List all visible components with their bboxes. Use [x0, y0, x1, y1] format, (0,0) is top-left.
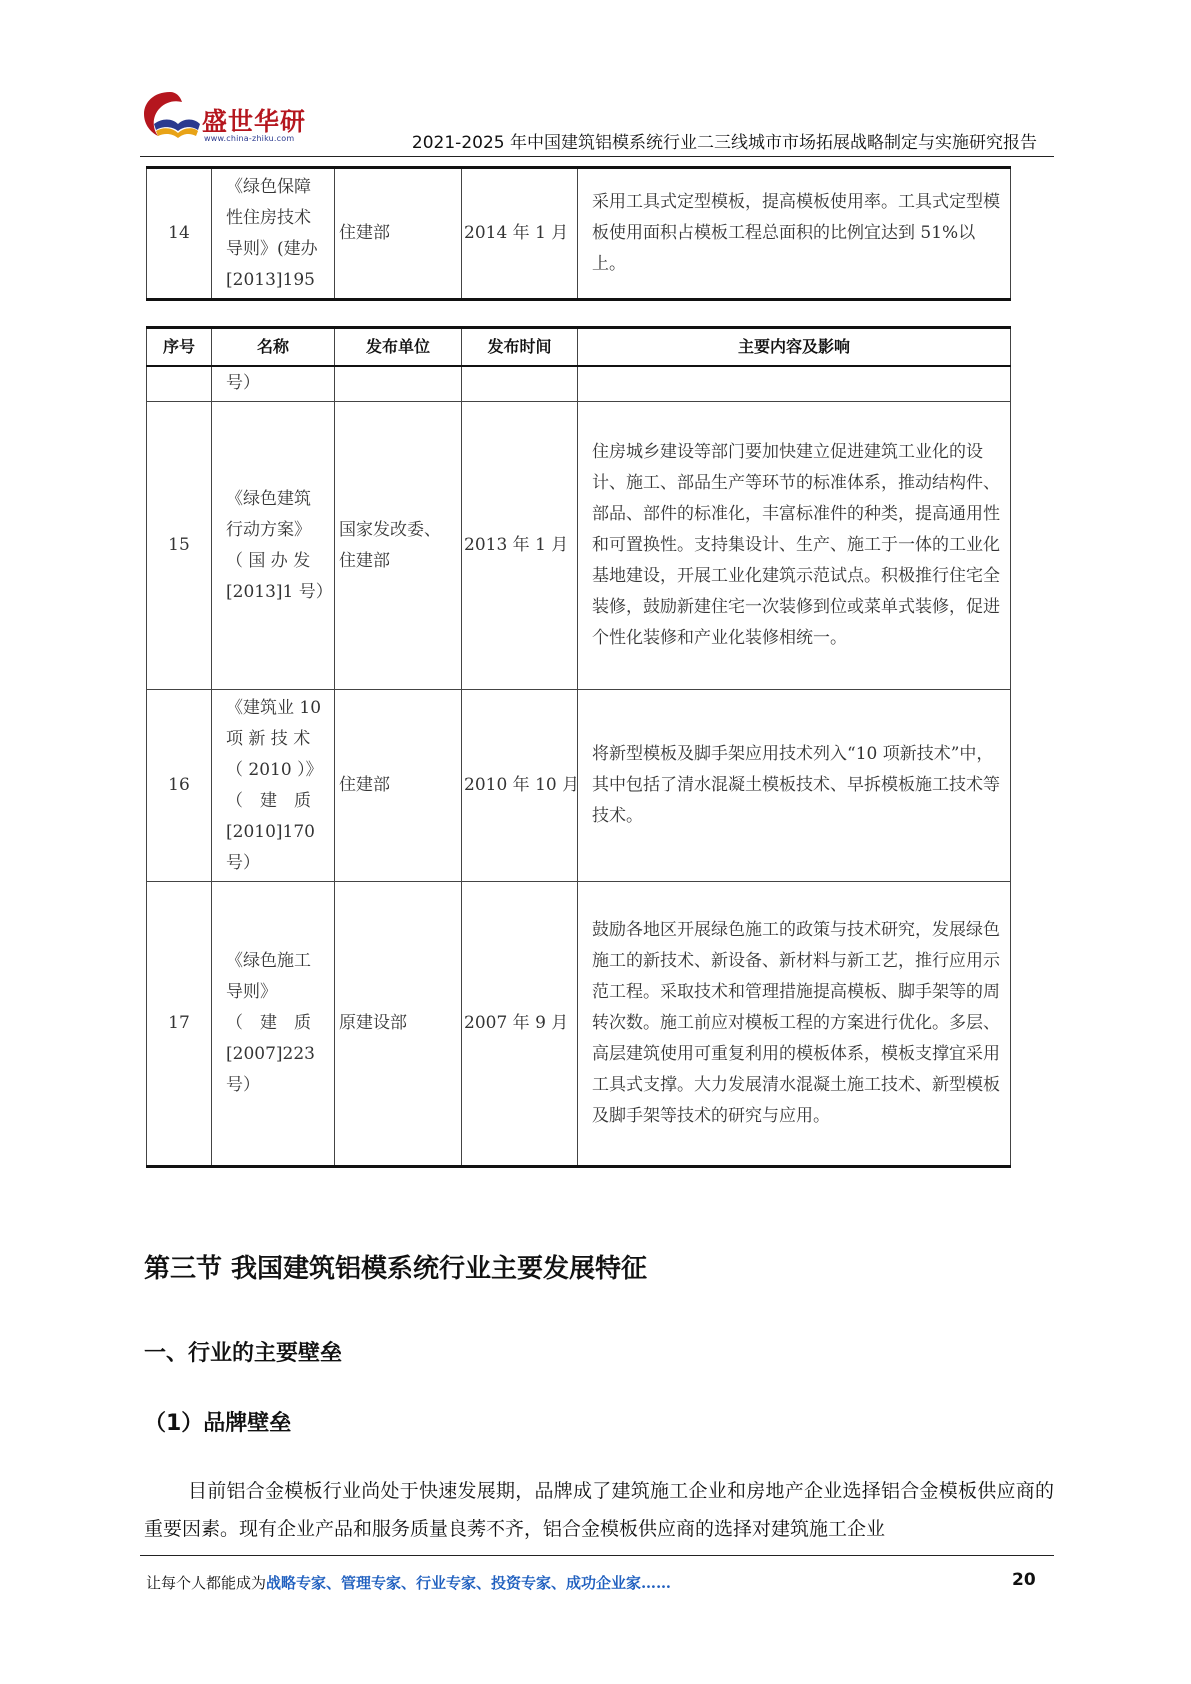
company-logo	[140, 84, 310, 144]
policy-name: 《建筑业 10 项 新 技 术 （ 2010 ）》 （ 建 质 [2010]170 号）	[212, 690, 335, 882]
policy-content: 采用工具式定型模板，提高模板使用率。工具式定型模板使用面积占模板工程总面积的比例宜达到 51%以上。	[578, 168, 1011, 300]
slogan-highlight: 战略专家、管理专家、行业专家、投资专家、成功企业家……	[266, 1574, 672, 1592]
table-row	[147, 690, 1011, 882]
policy-name: 《绿色建筑 行动方案》 （ 国 办 发 [2013]1 号）	[212, 402, 335, 690]
footer-divider	[140, 1555, 1054, 1556]
row-number: 14	[147, 168, 212, 300]
policy-content: 将新型模板及脚手架应用技术列入“10 项新技术”中，其中包括了清水混凝土模板技术、早拆模板施工技术等技术。	[578, 690, 1011, 882]
subsection-title: 一、行业的主要壁垒	[144, 1341, 343, 1366]
page-number: 20	[1012, 1570, 1036, 1590]
policy-content	[578, 366, 1011, 402]
table-row	[147, 168, 1011, 300]
policy-table-continuation	[146, 166, 1011, 301]
header-divider	[140, 156, 1054, 157]
policy-table	[146, 326, 1011, 1168]
subsubsection-title: （1）品牌壁垒	[144, 1411, 292, 1436]
footer-slogan	[146, 1572, 671, 1593]
issuing-unit: 住建部	[335, 690, 462, 882]
policy-content: 住房城乡建设等部门要加快建立促进建筑工业化的设计、施工、部品生产等环节的标准体系，推动结构件、部品、部件的标准化，丰富标准件的种类，提高通用性和可置换性。支持集设计、生产、施工于一体的工业化基地建设，开展工业化建筑示范试点。积极推行住宅全装修，鼓励新建住宅一次装修到位或菜单式装修，促进个性化装修和产业化装修相统一。	[578, 402, 1011, 690]
row-number: 15	[147, 402, 212, 690]
policy-name: 《绿色保障 性住房技术 导则》(建办 [2013]195	[212, 168, 335, 300]
table-header-row	[147, 328, 1011, 366]
header-number: 序号	[147, 328, 212, 366]
section-title: 第三节 我国建筑铝模系统行业主要发展特征	[144, 1254, 648, 1284]
header-time: 发布时间	[462, 328, 578, 366]
logo-book-icon	[140, 84, 204, 144]
logo-url: www.china-zhiku.com	[204, 134, 295, 143]
issuing-unit: 原建设部	[335, 882, 462, 1167]
slogan-prefix: 让每个人都能成为	[146, 1574, 267, 1592]
issuing-unit: 国家发改委、 住建部	[335, 402, 462, 690]
table-row	[147, 366, 1011, 402]
row-number	[147, 366, 212, 402]
policy-name: 号）	[212, 366, 335, 402]
policy-content: 鼓励各地区开展绿色施工的政策与技术研究，发展绿色施工的新技术、新设备、新材料与新工艺，推行应用示范工程。采取技术和管理措施提高模板、脚手架等的周转次数。施工前应对模板工程的方案进行优化。多层、高层建筑使用可重复利用的模板体系，模板支撑宜采用工具式支撑。大力发展清水混凝土施工技术、新型模板及脚手架等技术的研究与应用。	[578, 882, 1011, 1167]
issuing-unit: 住建部	[335, 168, 462, 300]
release-time: 2007 年 9 月	[462, 882, 578, 1167]
body-paragraph: 目前铝合金模板行业尚处于快速发展期，品牌成了建筑施工企业和房地产企业选择铝合金模板供应商的重要因素。现有企业产品和服务质量良莠不齐，铝合金模板供应商的选择对建筑施工企业	[144, 1480, 1054, 1540]
issuing-unit	[335, 366, 462, 402]
header-name: 名称	[212, 328, 335, 366]
table-row	[147, 882, 1011, 1167]
release-time	[462, 366, 578, 402]
row-number: 16	[147, 690, 212, 882]
release-time: 2010 年 10 月	[462, 690, 578, 882]
policy-name: 《绿色施工 导则》 （ 建 质 [2007]223 号）	[212, 882, 335, 1167]
header-unit: 发布单位	[335, 328, 462, 366]
header-content: 主要内容及影响	[578, 328, 1011, 366]
logo-name: 盛世华研	[202, 107, 307, 136]
report-title: 2021-2025 年中国建筑铝模系统行业二三线城市市场拓展战略制定与实施研究报告	[411, 133, 1037, 153]
row-number: 17	[147, 882, 212, 1167]
release-time: 2014 年 1 月	[462, 168, 578, 300]
table-row	[147, 402, 1011, 690]
release-time: 2013 年 1 月	[462, 402, 578, 690]
